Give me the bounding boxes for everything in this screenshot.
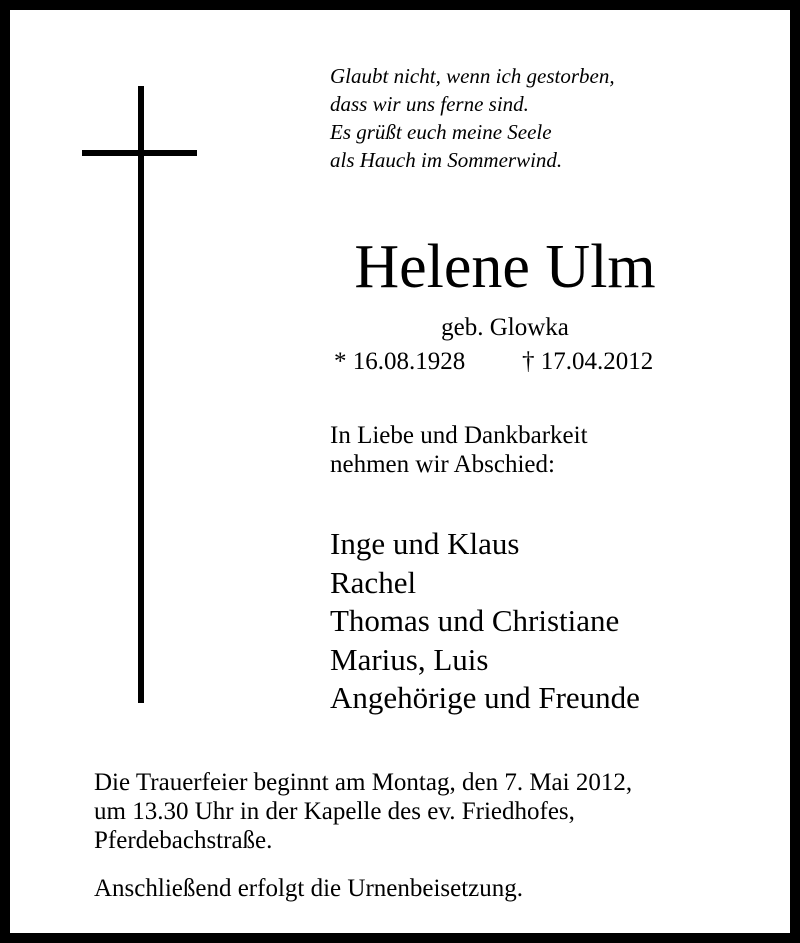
poem-line: Es grüßt euch meine Seele <box>330 120 552 144</box>
service-line: um 13.30 Uhr in der Kapelle des ev. Friedhofes, <box>94 798 575 825</box>
poem-line: Glaubt nicht, wenn ich gestorben, <box>330 64 615 88</box>
service-line: Pferdebachstraße. <box>94 827 273 854</box>
service-info <box>94 768 632 855</box>
burial-note: Anschließend erfolgt die Urnenbeisetzung. <box>94 875 524 902</box>
death-date: † 17.04.2012 <box>522 348 654 375</box>
poem-line: dass wir uns ferne sind. <box>330 92 529 116</box>
mourner-entry: Marius, Luis <box>330 641 489 677</box>
farewell-line: nehmen wir Abschied: <box>330 451 555 478</box>
poem <box>330 62 615 174</box>
mourners-list <box>330 525 640 718</box>
poem-line: als Hauch im Sommerwind. <box>330 148 563 172</box>
cross-vertical-bar <box>138 86 144 703</box>
deceased-name: Helene Ulm <box>354 233 656 301</box>
farewell-line: In Liebe und Dankbarkeit <box>330 422 588 449</box>
birth-date: * 16.08.1928 <box>334 348 466 375</box>
mourner-entry: Angehörige und Freunde <box>330 680 640 715</box>
mourner-entry: Inge und Klaus <box>330 526 520 561</box>
farewell-text <box>330 421 588 479</box>
maiden-name: geb. Glowka <box>441 314 569 341</box>
cross-horizontal-bar <box>82 150 197 156</box>
mourner-entry: Thomas und Christiane <box>330 603 620 638</box>
mourner-entry: Rachel <box>330 564 417 600</box>
service-line: Die Trauerfeier beginnt am Montag, den 7. Mai 2012, <box>94 769 633 796</box>
